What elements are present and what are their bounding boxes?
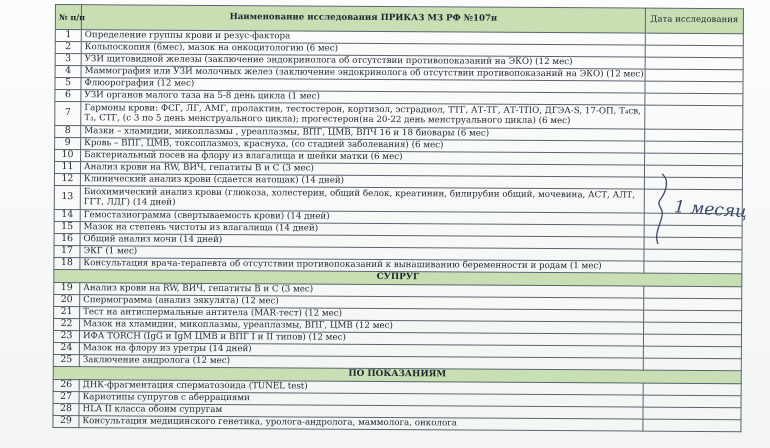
- table-body-spouse: [53, 282, 742, 370]
- exam-date-cell: [644, 298, 742, 311]
- exam-name: Клинический анализ крови (сдается натощак) (14 дней): [80, 174, 644, 189]
- exam-date-cell: [645, 45, 743, 58]
- row-number: 27: [53, 391, 79, 403]
- exam-name: Общий анализ мочи (14 дней): [80, 234, 644, 249]
- row-number: 22: [54, 318, 80, 330]
- row-number: 26: [53, 379, 79, 391]
- row-number: 13: [54, 185, 80, 209]
- exam-name: Гармоны крови: ФСГ, ЛГ, АМГ, пролактин, тестостерон, кортизол, эстрадиол, ТТГ, АТ-ТГ, АТ-ТПО, ДГЭА-S, 17-ОП, Т₄св, Т₃, СТГ, (с 3 по 5 день менструального цикла); прогестерон(на 20-22 день менструального цикла) (6 мес): [81, 102, 645, 129]
- exam-name: УЗИ щитовидной железы (заключение эндокринолога об отсутствии противопоказаний на ЭКО) (12 мес): [81, 54, 645, 69]
- row-number: 14: [54, 209, 80, 221]
- row-number: 15: [54, 221, 80, 233]
- exam-name: Кольпоскопия (6мес), мазок на онкоцитологию (6 мес): [81, 42, 645, 57]
- row-number: 8: [55, 126, 81, 138]
- exam-name: Определение группы крови и резус-фактора: [81, 30, 645, 45]
- row-number: 28: [53, 403, 79, 415]
- row-number: 25: [53, 354, 79, 366]
- table-body-indications: [53, 379, 741, 431]
- exam-name: Заключение андролога (12 мес): [79, 355, 643, 370]
- exam-name: Гемостазиограмма (свертываемость крови) (14 дней): [80, 210, 644, 225]
- exam-name: Мазок на флору из уретры (14 дней): [79, 343, 643, 358]
- handwritten-note-graphic: [640, 170, 750, 250]
- row-number: 7: [55, 102, 81, 126]
- exam-date-cell: [643, 407, 741, 420]
- exam-date-cell: [643, 322, 741, 335]
- row-number: 20: [54, 294, 80, 306]
- row-number: 6: [55, 90, 81, 102]
- row-number: 2: [55, 42, 81, 54]
- exam-date-cell: [645, 57, 743, 70]
- row-number: 19: [54, 282, 80, 294]
- exam-name: Кровь – ВПГ, ЦМВ, токсоплазмоз, краснуха, (со стадией заболевания) (6 мес): [81, 138, 645, 153]
- exam-name: УЗИ органов малого таза на 5-8 день цикла (1 мес): [81, 90, 645, 105]
- row-number: 12: [54, 173, 80, 185]
- exam-date-cell: [644, 261, 742, 274]
- exam-date-cell: [645, 129, 743, 142]
- exam-date-cell: [645, 141, 743, 154]
- exam-name: Консультация врача-терапевта об отсутствии противопоказаний к вынашиванию беременности и родам (1 мес): [80, 258, 644, 273]
- header-date: Дата исследования: [645, 8, 743, 34]
- row-number: 5: [55, 78, 81, 90]
- section-indications: ПО ПОКАЗАНИЯМ: [53, 366, 741, 383]
- exam-date-cell: [645, 33, 743, 46]
- header-name: Наименование исследования ПРИКАЗ МЗ РФ №107н: [81, 5, 645, 33]
- exam-date-cell: [643, 395, 741, 408]
- exam-name: Маммография или УЗИ молочных желез (заключение эндокринолога об отсутствии противопоказаний на ЭКО) (12 мес): [81, 66, 645, 81]
- exam-name: Мазок на хламидии, микоплазмы, уреаплазмы, ВПГ, ЦМВ (12 мес): [80, 319, 644, 334]
- exam-name: ДНК-фрагментация сперматозоида (TUNEL test): [79, 380, 643, 395]
- handwritten-note: [640, 170, 750, 250]
- exam-name: Консультация медицинского генетика, уролога-андролога, маммолога, онколога: [79, 416, 643, 431]
- row-number: 16: [54, 233, 80, 245]
- row-number: 1: [55, 30, 81, 42]
- exam-name: Биохимический анализ крови (глюкоза, холестерин, общий белок, креатинин, билирубин общий, мочевина, АСТ, АЛТ, ГГТ, ЛДГ) (14 дней): [80, 186, 644, 213]
- exam-name: Анализ крови на RW, ВИЧ, гепатиты В и С (3 мес): [80, 283, 644, 298]
- row-number: 17: [54, 245, 80, 257]
- exam-name: ИФА TORCH (IgG и IgM ЦМВ и ВПГ I и II типов) (12 мес): [79, 331, 643, 346]
- exam-date-cell: [645, 69, 743, 82]
- row-number: 9: [55, 138, 81, 150]
- header-num: № п/п: [55, 5, 81, 30]
- row-number: 23: [53, 330, 79, 342]
- exam-name: ЭКГ (1 мес): [80, 246, 644, 261]
- exam-date-cell: [643, 346, 741, 359]
- row-number: 21: [54, 306, 80, 318]
- section-spouse: СУПРУГ: [54, 269, 742, 286]
- row-number: 4: [55, 66, 81, 78]
- exam-date-cell: [645, 153, 743, 166]
- exam-date-cell: [643, 419, 741, 432]
- exam-name: Кариотипы супругов с аберрациями: [79, 392, 643, 407]
- row-number: 11: [54, 162, 80, 174]
- exam-name: Бактериальный посев на флору из влагалища и шейки матки (6 мес): [81, 150, 645, 165]
- exam-name: Спермограмма (анализ эякулята) (12 мес): [80, 295, 644, 310]
- exam-date-cell: [644, 286, 742, 299]
- exam-name: Флюорография (12 мес): [81, 78, 645, 93]
- exam-name: Анализ крови на RW, ВИЧ, гепатиты В и С (3 мес): [80, 162, 644, 177]
- exam-name: Мазки – хламидии, микоплазмы , уреаплазмы, ВПГ, ЦМВ, ВПЧ 16 и 18 биовары (6 мес): [81, 126, 645, 141]
- row-number: 18: [54, 257, 80, 269]
- exam-date-cell: [645, 81, 743, 94]
- exam-date-cell: [643, 383, 741, 396]
- exam-date-cell: [644, 310, 742, 323]
- exam-name: HLA II класса обоим супругам: [79, 404, 643, 419]
- exam-name: Мазок на степень чистоты из влагалища (14 дней): [80, 222, 644, 237]
- exam-date-cell: [645, 105, 743, 130]
- row-number: 10: [55, 150, 81, 162]
- exam-date-cell: [645, 93, 743, 106]
- row-number: 3: [55, 54, 81, 66]
- handwritten-note-text: 1 месяц: [673, 197, 748, 223]
- exam-date-cell: [644, 249, 742, 262]
- exam-date-cell: [643, 334, 741, 347]
- row-number: 29: [53, 415, 79, 427]
- exam-name: Тест на антиспермальные антитела (MAR-тест) (12 мес): [80, 307, 644, 322]
- row-number: 24: [53, 342, 79, 354]
- exam-date-cell: [643, 358, 741, 371]
